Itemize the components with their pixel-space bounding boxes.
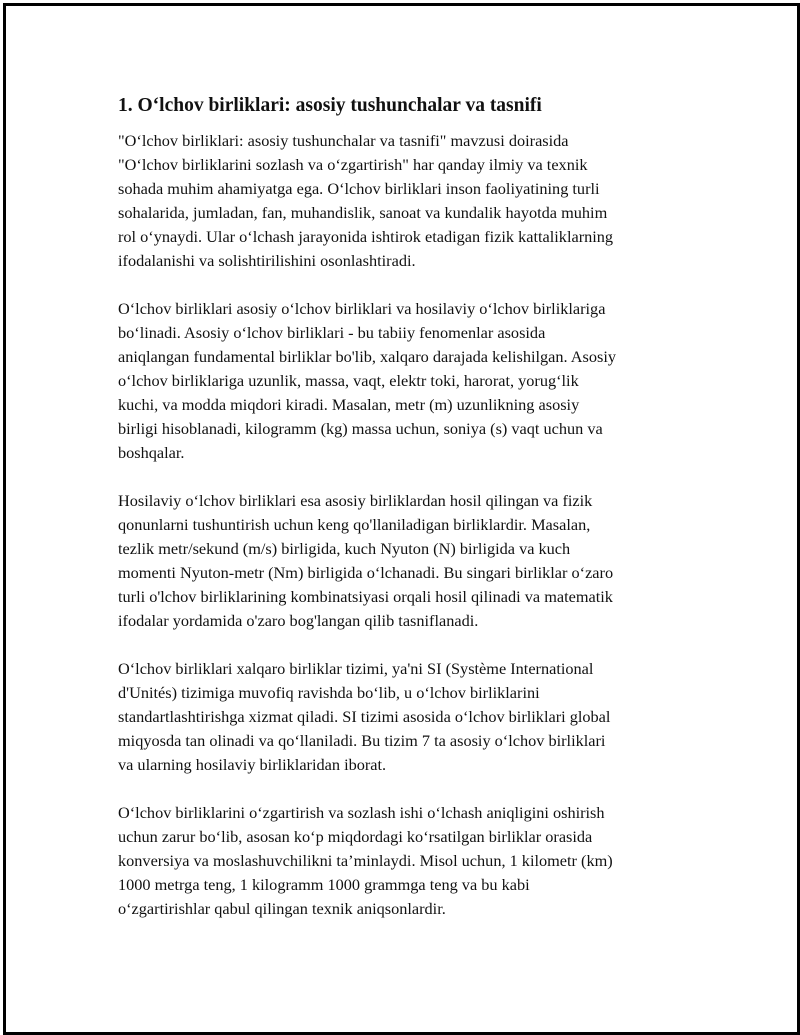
paragraph-line: ifodalar yordamida o'zaro bog'langan qilib tasniflanadi. — [118, 611, 479, 630]
document-body — [118, 93, 684, 945]
paragraph-line: va ularning hosilaviy birliklaridan iborat. — [118, 755, 387, 774]
paragraph-line: d'Unités) tizimiga muvofiq ravishda bo‘lib, u o‘lchov birliklarini — [118, 683, 540, 702]
paragraph-line: momenti Nyuton-metr (Nm) birligida o‘lchanadi. Bu singari birliklar o‘zaro — [118, 563, 614, 582]
paragraph-line: Hosilaviy o‘lchov birliklari esa asosiy birliklardan hosil qilingan va fizik — [118, 491, 593, 510]
paragraph-line: qonunlarni tushuntirish uchun keng qo'llaniladigan birliklardir. Masalan, — [118, 515, 591, 534]
paragraph — [118, 489, 684, 633]
paragraph-line: konversiya va moslashuvchilikni ta’minlaydi. Misol uchun, 1 kilometr (km) — [118, 851, 613, 870]
paragraph-line: turli o'lchov birliklarining kombinatsiyasi orqali hosil qilinadi va matematik — [118, 587, 613, 606]
paragraph — [118, 657, 684, 777]
paragraph-line: rol o‘ynaydi. Ular o‘lchash jarayonida ishtirok etadigan fizik kattaliklarning — [118, 227, 614, 246]
paragraph — [118, 297, 684, 465]
paragraph-line: ifodalanishi va solishtirilishini osonlashtiradi. — [118, 251, 416, 270]
paragraph-line: sohalarida, jumladan, fan, muhandislik, sanoat va kundalik hayotda muhim — [118, 203, 608, 222]
paragraph-line: "O‘lchov birliklarini sozlash va o‘zgartirish" har qanday ilmiy va texnik — [118, 155, 588, 174]
paragraph-line: aniqlangan fundamental birliklar bo'lib, xalqaro darajada kelishilgan. Asosiy — [118, 347, 617, 366]
paragraph-line: tezlik metr/sekund (m/s) birligida, kuch Nyuton (N) birligida va kuch — [118, 539, 571, 558]
paragraph — [118, 129, 684, 273]
paragraph-line: sohada muhim ahamiyatga ega. O‘lchov birliklari inson faoliyatining turli — [118, 179, 600, 198]
paragraph-line: o‘lchov birliklariga uzunlik, massa, vaqt, elektr toki, harorat, yorug‘lik — [118, 371, 579, 390]
paragraph — [118, 801, 684, 921]
paragraph-line: O‘lchov birliklari asosiy o‘lchov birliklari va hosilaviy o‘lchov birliklariga — [118, 299, 606, 318]
paragraph-line: bo‘linadi. Asosiy o‘lchov birliklari - bu tabiiy fenomenlar asosida — [118, 323, 546, 342]
paragraph-line: kuchi, va modda miqdori kiradi. Masalan, metr (m) uzunlikning asosiy — [118, 395, 580, 414]
paragraph-line: o‘zgartirishlar qabul qilingan texnik aniqsonlardir. — [118, 899, 446, 918]
paragraph-line: O‘lchov birliklarini o‘zgartirish va sozlash ishi o‘lchash aniqligini oshirish — [118, 803, 605, 822]
paragraph-line: O‘lchov birliklari xalqaro birliklar tizimi, ya'ni SI (Système International — [118, 659, 594, 678]
paragraph-line: 1000 metrga teng, 1 kilogramm 1000 grammga teng va bu kabi — [118, 875, 530, 894]
paragraph-line: uchun zarur bo‘lib, asosan ko‘p miqdordagi ko‘rsatilgan birliklar orasida — [118, 827, 593, 846]
paragraph-line: "O‘lchov birliklari: asosiy tushunchalar va tasnifi" mavzusi doirasida — [118, 131, 569, 150]
paragraph-list — [118, 129, 684, 921]
paragraph-line: boshqalar. — [118, 443, 185, 462]
paragraph-line: birligi hisoblanadi, kilogramm (kg) massa uchun, soniya (s) vaqt uchun va — [118, 419, 603, 438]
document-title: 1. O‘lchov birliklari: asosiy tushunchalar va tasnifi — [118, 95, 542, 116]
paragraph-line: miqyosda tan olinadi va qo‘llaniladi. Bu tizim 7 ta asosiy o‘lchov birliklari — [118, 731, 606, 750]
paragraph-line: standartlashtirishga xizmat qiladi. SI tizimi asosida o‘lchov birliklari global — [118, 707, 611, 726]
